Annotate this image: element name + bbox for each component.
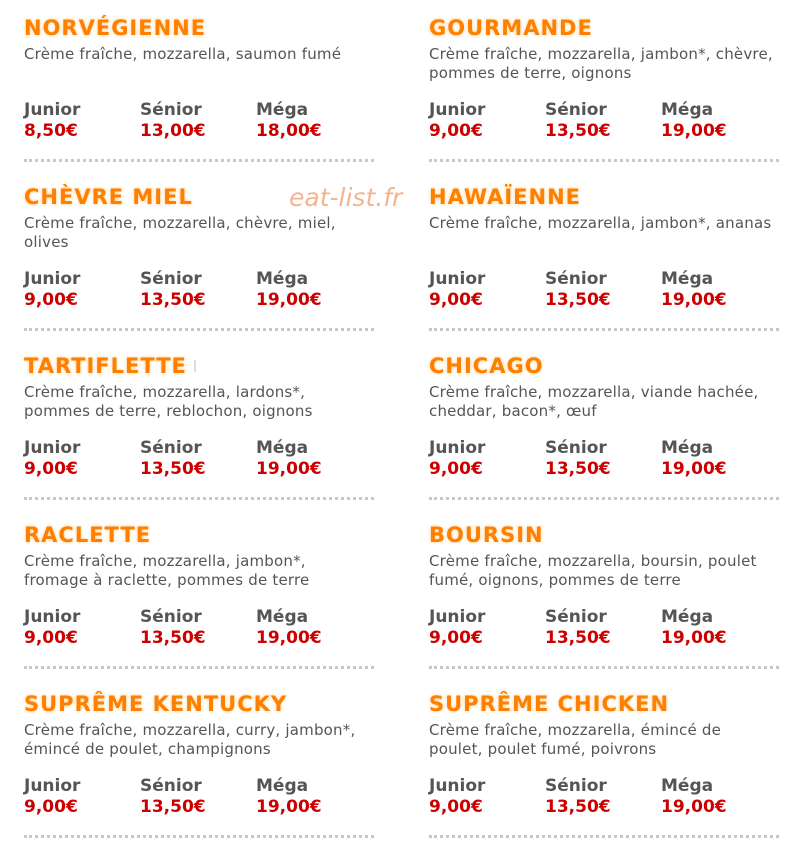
price-value: 13,50€ bbox=[140, 290, 206, 310]
pizza-name: RACLETTE bbox=[24, 523, 152, 547]
pizza-name: GOURMANDE bbox=[429, 16, 593, 40]
price-value: 13,50€ bbox=[140, 797, 206, 817]
price-value: 9,00€ bbox=[24, 628, 78, 648]
size-label: Junior bbox=[24, 100, 81, 120]
price-value: 13,50€ bbox=[140, 459, 206, 479]
price-column bbox=[24, 100, 140, 142]
price-value: 13,50€ bbox=[140, 628, 206, 648]
price-value: 19,00€ bbox=[661, 121, 727, 141]
menu-item bbox=[24, 690, 374, 859]
size-label: Sénior bbox=[140, 100, 202, 120]
price-column bbox=[140, 438, 256, 480]
size-label: Méga bbox=[661, 776, 714, 796]
size-label: Sénior bbox=[140, 607, 202, 627]
dotted-separator bbox=[24, 835, 374, 838]
price-value: 9,00€ bbox=[429, 459, 483, 479]
pizza-name: TARTIFLETTE bbox=[24, 354, 187, 378]
price-value: 13,50€ bbox=[545, 459, 611, 479]
price-value: 18,00€ bbox=[256, 121, 322, 141]
size-label: Méga bbox=[256, 438, 309, 458]
pizza-description: Crème fraîche, mozzarella, boursin, poulet fumé, oignons, pommes de terre bbox=[429, 552, 757, 589]
price-value: 13,00€ bbox=[140, 121, 206, 141]
dotted-separator bbox=[24, 497, 374, 500]
price-value: 8,50€ bbox=[24, 121, 78, 141]
price-column bbox=[140, 100, 256, 142]
size-label: Junior bbox=[24, 438, 81, 458]
price-column bbox=[256, 269, 372, 311]
dotted-separator bbox=[429, 835, 779, 838]
size-label: Sénior bbox=[545, 607, 607, 627]
price-row bbox=[429, 438, 779, 480]
pizza-name: CHICAGO bbox=[429, 354, 544, 378]
price-column bbox=[24, 776, 140, 818]
size-label: Junior bbox=[429, 100, 486, 120]
price-column bbox=[140, 269, 256, 311]
price-value: 9,00€ bbox=[429, 797, 483, 817]
price-column bbox=[256, 607, 372, 649]
price-value: 19,00€ bbox=[661, 797, 727, 817]
pizza-description: Crème fraîche, mozzarella, jambon*, ananas bbox=[429, 214, 772, 232]
pizza-name: NORVÉGIENNE bbox=[24, 16, 207, 40]
dotted-separator bbox=[429, 159, 779, 162]
price-row bbox=[24, 269, 374, 311]
size-label: Sénior bbox=[140, 776, 202, 796]
price-column bbox=[545, 776, 661, 818]
price-value: 19,00€ bbox=[256, 459, 322, 479]
price-value: 19,00€ bbox=[661, 628, 727, 648]
menu-item bbox=[429, 521, 779, 690]
size-label: Méga bbox=[661, 100, 714, 120]
price-column bbox=[661, 100, 777, 142]
pizza-description: Crème fraîche, mozzarella, émincé de poulet, poulet fumé, poivrons bbox=[429, 721, 722, 758]
price-column bbox=[661, 607, 777, 649]
size-label: Junior bbox=[429, 776, 486, 796]
stray-mark bbox=[194, 360, 196, 372]
price-column bbox=[429, 269, 545, 311]
price-column bbox=[661, 776, 777, 818]
price-column bbox=[429, 100, 545, 142]
price-value: 13,50€ bbox=[545, 797, 611, 817]
size-label: Méga bbox=[661, 438, 714, 458]
menu-item bbox=[24, 14, 374, 183]
price-column bbox=[140, 607, 256, 649]
price-value: 9,00€ bbox=[24, 797, 78, 817]
price-column bbox=[545, 607, 661, 649]
price-column bbox=[429, 438, 545, 480]
size-label: Sénior bbox=[545, 776, 607, 796]
price-column bbox=[256, 776, 372, 818]
size-label: Junior bbox=[429, 269, 486, 289]
size-label: Junior bbox=[24, 776, 81, 796]
dotted-separator bbox=[429, 328, 779, 331]
dotted-separator bbox=[24, 328, 374, 331]
menu-item bbox=[24, 352, 374, 521]
dotted-separator bbox=[429, 666, 779, 669]
menu-item bbox=[429, 352, 779, 521]
size-label: Sénior bbox=[545, 100, 607, 120]
price-value: 19,00€ bbox=[661, 459, 727, 479]
size-label: Junior bbox=[24, 269, 81, 289]
price-value: 19,00€ bbox=[256, 290, 322, 310]
size-label: Sénior bbox=[140, 438, 202, 458]
price-value: 9,00€ bbox=[24, 459, 78, 479]
dotted-separator bbox=[24, 666, 374, 669]
watermark: eat-list.fr bbox=[289, 183, 403, 212]
pizza-description: Crème fraîche, mozzarella, jambon*, fromage à raclette, pommes de terre bbox=[24, 552, 310, 589]
size-label: Junior bbox=[429, 438, 486, 458]
menu-item bbox=[429, 690, 779, 859]
pizza-description: Crème fraîche, mozzarella, jambon*, chèvre, pommes de terre, oignons bbox=[429, 45, 773, 82]
price-row bbox=[429, 100, 779, 142]
price-row bbox=[429, 776, 779, 818]
menu-item bbox=[429, 14, 779, 183]
dotted-separator bbox=[24, 159, 374, 162]
price-value: 9,00€ bbox=[429, 121, 483, 141]
price-column bbox=[24, 269, 140, 311]
pizza-description: Crème fraîche, mozzarella, saumon fumé bbox=[24, 45, 342, 63]
pizza-menu-grid bbox=[24, 14, 779, 859]
price-value: 13,50€ bbox=[545, 290, 611, 310]
pizza-name: CHÈVRE MIEL bbox=[24, 185, 193, 209]
menu-item bbox=[429, 183, 779, 352]
size-label: Junior bbox=[429, 607, 486, 627]
price-row bbox=[429, 607, 779, 649]
dotted-separator bbox=[429, 497, 779, 500]
size-label: Méga bbox=[661, 607, 714, 627]
price-column bbox=[256, 438, 372, 480]
price-value: 9,00€ bbox=[429, 290, 483, 310]
price-column bbox=[545, 100, 661, 142]
price-column bbox=[24, 438, 140, 480]
price-value: 9,00€ bbox=[24, 290, 78, 310]
pizza-description: Crème fraîche, mozzarella, curry, jambon*, émincé de poulet, champignons bbox=[24, 721, 356, 758]
size-label: Junior bbox=[24, 607, 81, 627]
pizza-name: SUPRÊME KENTUCKY bbox=[24, 692, 288, 716]
size-label: Méga bbox=[256, 100, 309, 120]
size-label: Sénior bbox=[545, 269, 607, 289]
price-column bbox=[661, 438, 777, 480]
price-value: 13,50€ bbox=[545, 121, 611, 141]
price-value: 19,00€ bbox=[661, 290, 727, 310]
price-row bbox=[24, 607, 374, 649]
price-value: 9,00€ bbox=[429, 628, 483, 648]
pizza-name: SUPRÊME CHICKEN bbox=[429, 692, 670, 716]
size-label: Méga bbox=[256, 776, 309, 796]
price-column bbox=[545, 269, 661, 311]
price-column bbox=[24, 607, 140, 649]
pizza-description: Crème fraîche, mozzarella, chèvre, miel, olives bbox=[24, 214, 336, 251]
price-column bbox=[256, 100, 372, 142]
price-row bbox=[429, 269, 779, 311]
size-label: Sénior bbox=[545, 438, 607, 458]
price-column bbox=[140, 776, 256, 818]
price-value: 19,00€ bbox=[256, 628, 322, 648]
size-label: Méga bbox=[661, 269, 714, 289]
pizza-name: BOURSIN bbox=[429, 523, 544, 547]
pizza-description: Crème fraîche, mozzarella, viande hachée, cheddar, bacon*, œuf bbox=[429, 383, 759, 420]
price-row bbox=[24, 438, 374, 480]
size-label: Sénior bbox=[140, 269, 202, 289]
size-label: Méga bbox=[256, 269, 309, 289]
price-row bbox=[24, 100, 374, 142]
price-column bbox=[429, 607, 545, 649]
price-value: 13,50€ bbox=[545, 628, 611, 648]
price-row bbox=[24, 776, 374, 818]
price-column bbox=[429, 776, 545, 818]
price-column bbox=[661, 269, 777, 311]
price-column bbox=[545, 438, 661, 480]
price-value: 19,00€ bbox=[256, 797, 322, 817]
pizza-name: HAWAÏENNE bbox=[429, 185, 582, 209]
menu-item bbox=[24, 521, 374, 690]
pizza-description: Crème fraîche, mozzarella, lardons*, pommes de terre, reblochon, oignons bbox=[24, 383, 313, 420]
size-label: Méga bbox=[256, 607, 309, 627]
